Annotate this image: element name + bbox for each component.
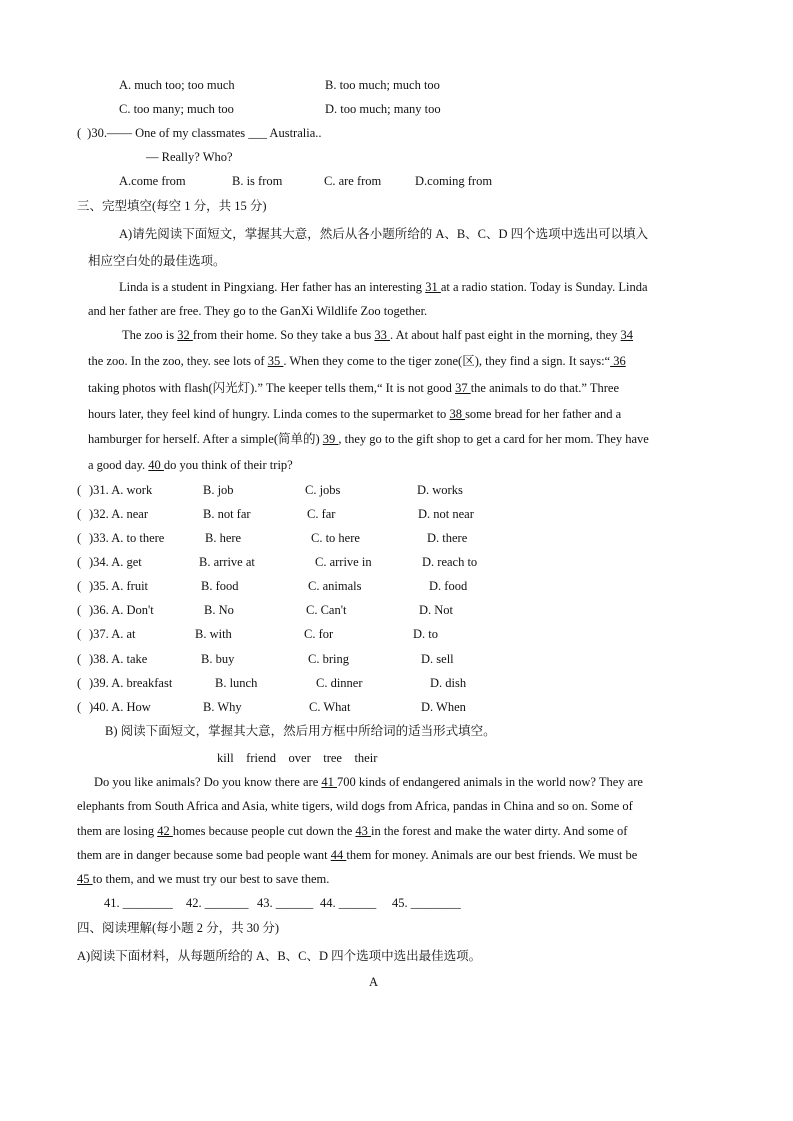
answer-41[interactable]: 41. ________: [104, 896, 173, 910]
passage-line: hamburger for herself. After a simple(简单的) 39 , they go to the gift shop to get a card for her mom. They have: [88, 432, 649, 446]
q30-question: [77, 125, 322, 141]
blank-45: 45: [77, 872, 93, 886]
blank-33: 33: [374, 328, 391, 342]
partB-instruction: B) 阅读下面短文，掌握其大意，然后用方框中所给词的适当形式填空。: [105, 724, 496, 738]
blank-44: 44: [330, 848, 347, 862]
section4-heading: 四、阅读理解(每小题 2 分，共 30 分): [77, 921, 280, 935]
section3-instruction-line1: A)请先阅读下面短文，掌握其大意，然后从各小题所给的 A、B、C、D 四个选项中选出可以填入: [119, 227, 649, 241]
answer-45[interactable]: 45. ________: [392, 896, 461, 910]
q30-option-d: D.coming from: [415, 174, 493, 188]
exam-page: A. much too; too much B. too much; much too C. too many; much too D. too much; many too ( )30.—— One of my classmates ___ Australia.. — Really? Who? A.come from B. is from C. are from D.coming from 三、完型填空(每空 1 分，共 15 分) A)请先阅读下面短文，掌握其大意，然后从各小题所给的 A、B、C、D 四个选项中选出可以填入 相应空白处的最佳选项。 Linda is a student in Pingxiang. Her father has an interesting 31 at a radio station. Today is Sunday. Linda and her father are free. They go to the GanXi Wildlife Zoo together. The zoo is 32 from their home. So they take a bus 33 . At about half past eight in the morning, they 34 the zoo. In the zoo, they. see lots of 35 . When they come to the tiger zone(区), they find a sign. It says:“ 36 taking photos with flash(闪光灯).” The keeper tells them,“ It is not good 37 the animals to do that.” Three hours later, they feel kind of hungry. Linda comes to the supermarket to 38 some bread for her father and a hamburger for herself. After a simple(简单的) 39 , they go to the gift shop to get a card for her mom. They have a good day. 40 do you think of their trip? ( )31. A. work B. job C. jobs D. works ( )32. A. near B. not far C. far D. not near ( )33. A. to there B. here C. to here D. there ( )34. A. get B. arrive at C. arrive in D. reach to ( )35. A. fruit B. food C. animals D. food ( )36. A. Don't B. No C. Can't D. Not ( )37. A. at B. with C. for D. to ( )38. A. take B. buy C. bring D. sell ( )39. A. breakfast B. lunch C. dinner D. dish ( )40. A. How B. Why C. What D. When B) 阅读下面短文，掌握其大意，然后用方框中所给词的适当形式填空。 kill friend over tree their Do you like animals? Do you know there are 41 700 kinds of endangered animals in the world now? They are elephants from South Africa and Asia, white tigers, wild dogs from Africa, pandas in China and so on. Some of them are losing 42 homes because people cut down the 43 in the forest and make the water dirty. And some of them are in danger because some bad people want 44 them for money. Animals are our best friends. We must be 45 to them, and we must try our best to save them. 41. ________ 42. _______ 43. ______ 44. ______ 45. ________ 四、阅读理解(每小题 2 分，共 30 分) A)阅读下面材料，从每题所给的 A、B、C、D 四个选项中选出最佳选项。 A: [77, 78, 649, 989]
answer-43[interactable]: 43. ______: [257, 896, 314, 910]
blank-32: 32: [177, 328, 193, 342]
q30-text: )30.—— One of my classmates ___ Australia..: [87, 126, 322, 140]
passage-b-line: them are losing 42 homes because people cut down the 43 in the forest and make the water dirty. And some of: [77, 824, 628, 838]
passage-line: and her father are free. They go to the GanXi Wildlife Zoo together.: [88, 304, 428, 318]
q29-option-a: A. much too; too much: [119, 78, 235, 92]
q30-option-a: A.come from: [119, 174, 186, 188]
passage-label: A: [369, 975, 379, 989]
passage-b-line: Do you like animals? Do you know there are 41 700 kinds of endangered animals in the world now? They are: [94, 775, 643, 789]
passage-b-line: elephants from South Africa and Asia, white tigers, wild dogs from Africa, pandas in China and so on. Some of: [77, 799, 633, 813]
blank-35: 35: [267, 354, 284, 368]
blank-40: 40: [148, 458, 164, 472]
passage-line: The zoo is 32 from their home. So they take a bus 33 . At about half past eight in the morning, they 34: [122, 328, 634, 342]
passage-line: a good day. 40 do you think of their trip?: [88, 458, 293, 472]
passage-line: taking photos with flash(闪光灯).” The keeper tells them,“ It is not good 37 the animals to do that.” Three: [88, 381, 620, 395]
passage-line: the zoo. In the zoo, they. see lots of 35 . When they come to the tiger zone(区), they find a sign. It says:“ 36: [88, 354, 626, 368]
q29-option-d: D. too much; many too: [325, 102, 441, 116]
q30-reply: — Really? Who?: [146, 150, 233, 164]
blank-42: 42: [157, 824, 173, 838]
blank-37: 37: [455, 381, 471, 395]
q30-option-c: C. are from: [324, 174, 382, 188]
section4-instruction: A)阅读下面材料，从每题所给的 A、B、C、D 四个选项中选出最佳选项。: [77, 949, 482, 963]
blank-31: 31: [425, 280, 441, 294]
q30-option-b: B. is from: [232, 174, 283, 188]
blank-39: 39: [322, 432, 339, 446]
q29-option-c: C. too many; much too: [119, 102, 234, 116]
answer-paren: (: [77, 126, 82, 140]
blank-38: 38: [449, 407, 466, 421]
blank-34: 34: [620, 328, 634, 342]
blank-41: 41: [321, 775, 337, 789]
section3-heading: 三、完型填空(每空 1 分，共 15 分): [77, 199, 267, 213]
section3-instruction-line2: 相应空白处的最佳选项。: [88, 254, 226, 268]
passage-line: Linda is a student in Pingxiang. Her father has an interesting 31 at a radio station. Today is Sunday. Linda: [119, 280, 648, 294]
answer-42[interactable]: 42. _______: [186, 896, 249, 910]
passage-line: hours later, they feel kind of hungry. Linda comes to the supermarket to 38 some bread for her father and a: [88, 407, 622, 421]
passage-b-line: 45 to them, and we must try our best to save them.: [77, 872, 330, 886]
word-box: kill friend over tree their: [217, 751, 378, 765]
answer-44[interactable]: 44. ______: [320, 896, 377, 910]
passage-b-line: them are in danger because some bad people want 44 them for money. Animals are our best friends. We must be: [77, 848, 638, 862]
blank-36: 36: [610, 354, 626, 368]
blank-43: 43: [355, 824, 372, 838]
q29-option-b: B. too much; much too: [325, 78, 440, 92]
